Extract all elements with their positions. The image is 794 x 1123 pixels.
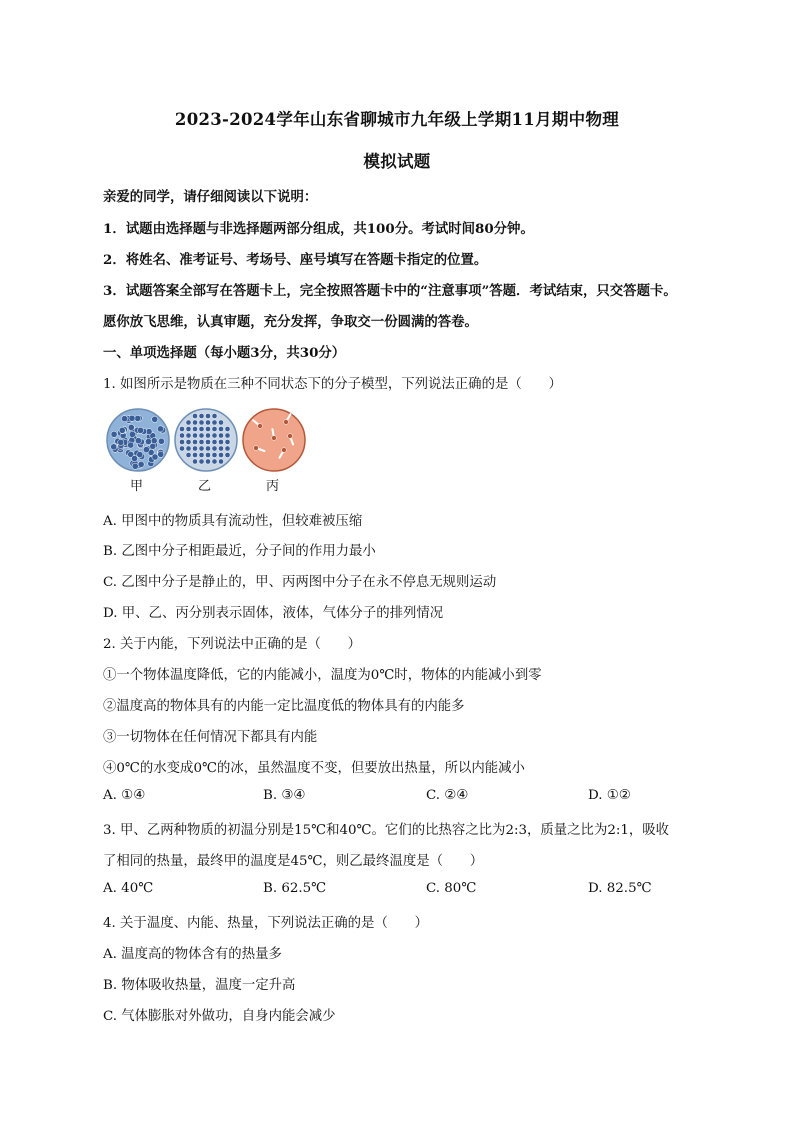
q3-stem-line2: 了相同的热量，最终甲的温度是45℃，则乙最终温度是（ ） [103,854,484,869]
molecule [111,431,117,437]
molecule [212,433,217,438]
q2-statement-4: ④0℃的水变成0℃的冰，虽然温度不变，但要放出热量，所以内能减小 [103,761,525,776]
molecule [158,438,164,444]
molecule [205,452,210,457]
molecule [205,413,210,418]
exam-title-line2: 模拟试题 [363,152,431,171]
q3-option-c[interactable]: C. 80℃ [426,881,477,896]
molecule [218,452,223,457]
molecule [205,439,210,444]
molecule [179,426,184,431]
molecule [192,459,197,464]
exam-title-line1: 2023-2024学年山东省聊城市九年级上学期11月期中物理 [174,110,620,129]
molecule [192,439,197,444]
instruction-2: 2．将姓名、准考证号、考场号、座号填写在答题卡指定的位置。 [103,252,488,268]
molecule [212,426,217,431]
molecule [199,433,204,438]
greeting: 亲爱的同学，请仔细阅读以下说明： [103,189,318,205]
molecule [151,438,157,444]
gas-molecule [272,436,277,441]
gas-molecule [288,434,293,439]
q2-statement-1: ①一个物体温度降低，它的内能减小，温度为0℃时，物体的内能减小到零 [103,668,542,683]
molecule [205,420,210,425]
q3-stem-line1: 3. 甲、乙两种物质的初温分别是15℃和40℃。它们的比热容之比为2:3，质量之比为2:1，吸收 [103,823,670,838]
molecule [132,463,138,469]
molecule [137,427,143,433]
molecule [199,459,204,464]
molecule [135,415,141,421]
molecule [179,446,184,451]
gas-molecule [254,446,259,451]
molecule [179,439,184,444]
molecule [212,420,217,425]
instruction-1: 1．试题由选择题与非选择题两部分组成，共100分。考试时间80分钟。 [103,221,534,237]
molecule [152,416,158,422]
molecule [199,439,204,444]
q4-stem: 4. 关于温度、内能、热量，下列说法正确的是（ ） [103,916,429,931]
molecule [119,427,125,433]
molecule [152,454,158,460]
molecule [225,439,230,444]
molecule [186,452,191,457]
molecule [199,413,204,418]
molecule [192,452,197,457]
gas-molecule [282,448,287,453]
molecule [225,446,230,451]
molecule [137,451,143,457]
molecule [192,426,197,431]
molecule [205,446,210,451]
liquid-state-circle [175,409,237,471]
molecule [186,426,191,431]
q1-option-a[interactable]: A. 甲图中的物质具有流动性，但较难被压缩 [103,514,363,529]
figure-label-bing: 丙 [266,479,280,494]
molecule [192,413,197,418]
molecule [157,426,163,432]
q2-option-d[interactable]: D. ①② [588,788,631,803]
molecule [225,452,230,457]
molecule [186,446,191,451]
q1-option-b[interactable]: B. 乙图中分子相距最近，分子间的作用力最小 [103,544,376,559]
molecule [205,459,210,464]
q3-option-a[interactable]: A. 40℃ [103,881,154,896]
molecule [131,455,137,461]
molecule [129,431,135,437]
molecule [199,446,204,451]
molecule [205,433,210,438]
figure-label-yi: 乙 [198,479,212,494]
section-heading: 一、单项选择题（每小题3分，共30分） [103,345,346,361]
molecule [218,433,223,438]
molecule [218,446,223,451]
molecule [212,446,217,451]
q4-option-b[interactable]: B. 物体吸收热量，温度一定升高 [103,978,296,993]
molecule [212,452,217,457]
molecule [218,420,223,425]
q1-option-c[interactable]: C. 乙图中分子是静止的，甲、丙两图中分子在永不停息无规则运动 [103,575,497,590]
molecule [218,459,223,464]
q2-stem: 2. 关于内能，下列说法中正确的是（ ） [103,637,362,652]
molecule [150,443,156,449]
instruction-3: 3．试题答案全部写在答题卡上，完全按照答题卡中的“注意事项”答题．考试结束，只交答题卡。 [103,283,677,299]
q2-option-a[interactable]: A. ①④ [103,788,146,803]
q1-option-d[interactable]: D. 甲、乙、丙分别表示固体，液体，气体分子的排列情况 [103,606,444,621]
q3-option-d[interactable]: D. 82.5℃ [588,881,652,896]
molecule [138,461,144,467]
molecule [128,442,134,448]
molecule [128,424,134,430]
gas-molecule [258,424,263,429]
molecule [212,413,217,418]
q4-option-a[interactable]: A. 温度高的物体含有的热量多 [103,947,282,962]
q1-stem: 1. 如图所示是物质在三种不同状态下的分子模型，下列说法正确的是（ ） [103,377,562,392]
molecule [192,433,197,438]
molecule [186,433,191,438]
molecule [158,451,164,457]
molecule [192,446,197,451]
molecule [199,420,204,425]
q4-option-c[interactable]: C. 气体膨胀对外做功，自身内能会减少 [103,1009,336,1024]
q3-option-b[interactable]: B. 62.5℃ [263,881,327,896]
q2-option-c[interactable]: C. ②④ [426,788,469,803]
q2-option-b[interactable]: B. ③④ [263,788,306,803]
molecule [212,439,217,444]
gas-molecule [284,420,289,425]
molecule [218,439,223,444]
molecule [218,426,223,431]
molecule [186,420,191,425]
wish-text: 愿你放飞思维，认真审题，充分发挥，争取交一份圆满的答卷。 [103,314,478,330]
solid-state-circle [107,409,169,471]
molecule [129,415,135,421]
molecule [199,426,204,431]
molecule [225,433,230,438]
molecule [121,416,127,422]
molecule [186,439,191,444]
molecule [199,452,204,457]
molecule [135,438,141,444]
molecule [192,420,197,425]
molecule [111,444,117,450]
molecule [225,426,230,431]
figure-label-jia: 甲 [130,479,144,494]
molecule [179,433,184,438]
gas-state-circle [243,409,305,471]
molecule [118,439,124,445]
molecule [143,447,149,453]
q2-statement-2: ②温度高的物体具有的内能一定比温度低的物体具有的内能多 [103,699,465,714]
molecule [212,459,217,464]
molecule [205,426,210,431]
q2-statement-3: ③一切物体在任何情况下都具有内能 [103,730,318,745]
